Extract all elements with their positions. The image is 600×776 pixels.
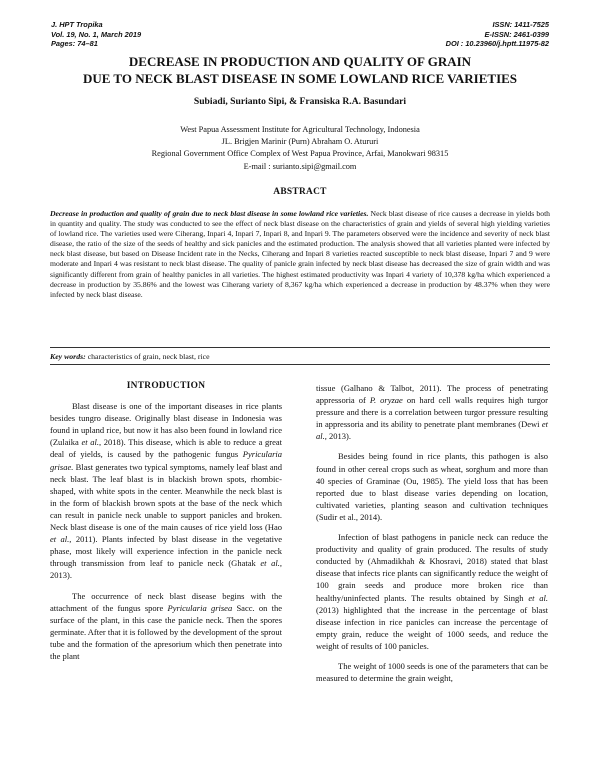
- affiliation-institute: West Papua Assessment Institute for Agricultural Technology, Indonesia: [180, 125, 420, 134]
- intro-paragraph-6: The weight of 1000 seeds is one of the parameters that can be measured to determine the grain weight,: [316, 660, 548, 684]
- divider-bottom: [50, 364, 550, 365]
- abstract-body: Neck blast disease of rice causes a decrease in yields both in quantity and quality. The study was conducted to see the effect of neck blast disease on the characteristics of grain and yields of several high yielding varieties of lowland rice. The varieties used were Ciherang, Inpari 4, Inpari 7, Inpari 8, and Inpari 9. The parameters observed were the incidence and severity of neck blast disease, the ratio of the size of the seeds of healthy and sick panicles and the estimated production. The analysis showed that all varieties planted were infected by neck blast disease, but based on Disease Incident rate in the Necks, Ciherang and Inpari 8 varieties reacted susceptible to neck blast disease, Inpari 7 and 9 were moderate and Inpari 4 was resistant to neck blast disease. The quality of panicle grain infected by neck blast disease has decreased the size of grain width and was significantly different from grain of healthy panicles in all varieties. The highest estimated productivity was Inpari 4 variety of 10,378 kg/ha which experienced a decrease in production by 35.86% and the lowest was Ciherang variety of 8,367 kg/ha which experienced a decrease in production by 48.37% when they were infected by neck blast disease.: [50, 209, 551, 299]
- affiliation-office: Regional Government Office Complex of West Papua Province, Arfai, Manokwari 98315: [151, 149, 449, 159]
- right-column: [316, 382, 548, 684]
- introduction-heading: INTRODUCTION: [126, 381, 206, 391]
- paper-title: [40, 54, 560, 87]
- affiliation-street: JL. Brigjen Marinir (Purn) Abraham O. Atururi: [221, 137, 379, 147]
- intro-paragraph-4: Besides being found in rice plants, this pathogen is also found in other cereal crops such as wheat, sorghum and more than 40 species of Graminae (Ou, 1985). The yield loss that has been reported due to blast disease varies depending on location, cultivated varieties, planting season and cultivation techniques (Sudir et al., 2014).: [316, 451, 548, 522]
- intro-paragraph-3: tissue (Galhano & Talbot, 2011). The process of penetrating appressoria of P. oryzae on hard cell walls requires high turgor pressure and there is a correlation between turgor pressure resulting in appressoria and its ability to penetrate plant membranes (Dewi et al., 2013).: [316, 383, 548, 442]
- issn: ISSN: 1411-7525: [492, 20, 549, 29]
- journal-info: [51, 20, 141, 49]
- affiliation-email: E-mail : surianto.sipi@gmail.com: [243, 161, 357, 171]
- authors: Subiadi, Surianto Sipi, & Fransiska R.A. Basundari: [193, 96, 407, 107]
- eissn: E-ISSN: 2461-0399: [484, 29, 549, 39]
- keywords: [50, 352, 210, 361]
- journal-volume: Vol. 19, No. 1, March 2019: [51, 29, 142, 39]
- affiliation: [40, 124, 560, 173]
- divider-top: [50, 347, 550, 348]
- intro-paragraph-1: Blast disease is one of the important diseases in rice plants besides tungro disease. Originally blast disease in Indonesia was found in upland rice, but now it has also been found in lowland rice (Zulaika et al., 2018). This disease, which is able to reduce a great deal of yields, is caused by the pathogenic fungus Pyricularia grisae. Blast generates two typical symptoms, namely leaf blast and neck blast. The leaf blast is in blackish brown spots, rhombic-shaped, with white spots in the center. Meanwhile the neck blast is in the form of blackish brown spots at the base of the neck which can result in panicle neck unable to support panicles and broken. Neck blast disease is one of the main causes of rice yield loss (Hao et al., 2011). Plants infected by blast disease in the vegetative phase, most likely will experience infection in the panicle neck through transmission from leaf to panicle neck (Ghatak et al., 2013).: [50, 401, 283, 581]
- doi: DOI : 10.23960/j.hptt.11975-82: [445, 39, 549, 49]
- abstract-heading: ABSTRACT: [273, 187, 327, 197]
- journal-pages: Pages: 74–81: [51, 39, 98, 49]
- title-line-1: DECREASE IN PRODUCTION AND QUALITY OF GRAIN: [128, 54, 472, 69]
- title-line-2: DUE TO NECK BLAST DISEASE IN SOME LOWLAND RICE VARIETIES: [82, 70, 518, 86]
- abstract-lead: Decrease in production and quality of grain due to neck blast disease in some lowland rice varieties.: [50, 209, 369, 218]
- keywords-text: characteristics of grain, neck blast, rice: [87, 352, 210, 361]
- intro-paragraph-2: The occurrence of neck blast disease begins with the attachment of the fungus spore Pyricularia grisea Sacc. on the surface of the plant, in this case the panicle neck. Then the spores germinate. After that it is followed by the development of the sprout tube and the formation of the apresorium which then penetrate into the plant: [50, 590, 282, 661]
- intro-paragraph-5: Infection of blast pathogens in panicle neck can reduce the productivity and quality of grain produced. The results of study conducted by (Ahmadikhah & Khosravi, 2018) stated that blast disease that infects rice plants can significantly reduce the weight of 100 grain seeds and produce more broken rice than healthy/uninfected plants. The results obtained by Singh et al. (2013) highlighted that the increase in the percentage of blast disease infection in rice panicles can increase the percentage of empty grain, reduce the weight of 1000 seeds, and reduce the weight of results of 100 panicles.: [316, 532, 549, 651]
- journal-name: J. HPT Tropika: [51, 20, 103, 29]
- abstract-text: [50, 209, 550, 300]
- keywords-label: Key words:: [50, 352, 86, 361]
- left-column: [50, 380, 282, 662]
- journal-identifiers: [446, 20, 549, 49]
